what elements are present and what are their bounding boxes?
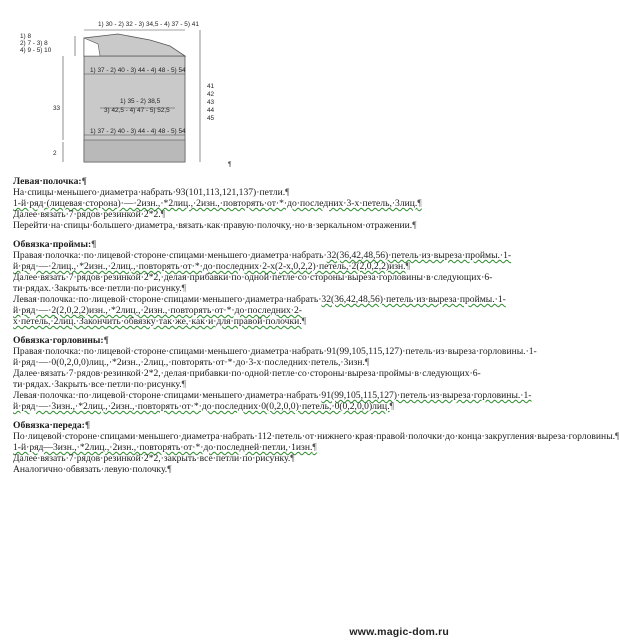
mid-width-label-2: 3) 42,5 - 4) 47 - 5) 52,5 [104, 107, 170, 114]
knitting-schematic [0, 0, 455, 172]
left-front-heading: Левая·полочка: ¶ [13, 176, 443, 187]
rib-band [84, 140, 185, 162]
top-width-label: 1) 30 - 2) 32 - 3) 34,5 - 4) 37 - 5) 41 [98, 21, 199, 28]
upper-width-label: 1) 37 - 2) 40 - 3) 44 - 4) 48 - 5) 54 [90, 67, 186, 74]
front-band-para-1: По·лицевой·стороне·спицами·меньшего·диаметра·набрать·112·петель·от·нижнего·края·правой·полочки·до·конца·закругления·выреза·горловины. ¶ [13, 431, 443, 442]
armhole-para-3: Левая·полочка:·по·лицевой·стороне·спицами·меньшего·диаметра·набрать·32(36,42,48,56)·петель·из·выреза·проймы.·1-й·ряд·—·2(2,0,2,2)изн.,·*2лиц.,·2изн.,·повторять·от·*·до·последних·2-х·петель,·2лиц.·Закончить·обвязку·так·же,·как·и·для·правой·полочки. ¶ [13, 294, 443, 327]
left-size-label-2: 2) 7 - 3) 8 [20, 40, 48, 47]
armhole-heading: Обвязка·проймы: ¶ [13, 239, 443, 250]
right-size-5: 45 [207, 115, 215, 122]
mid-width-label-1: 1) 35 - 2) 38,5 [120, 98, 161, 105]
front-band-heading: Обвязка·переда: ¶ [13, 420, 443, 431]
site-watermark: www.magic-dom.ru [349, 626, 449, 638]
left-front-para-1: На·спицы·меньшего·диаметра·набрать·93(101,113,121,137)·петли. ¶ [13, 187, 443, 198]
neck-heading: Обвязка·горловины: ¶ [13, 335, 443, 346]
armhole-para-1: Правая·полочка:·по·лицевой·стороне·спицами·меньшего·диаметра·набрать·32(36,42,48,56)·петель·из·выреза·проймы.·1-й·ряд·—·2лиц.,·*2изн.,·2лиц.,·повторять·от·*·до·последних·2-х(2-х,0,2,2)·петель,·2(2,0,2,2)изн. ¶ [13, 250, 443, 272]
left-front-para-2: 1-й·ряд·(лицевая·сторона)·—·2изн.,·*2лиц.,·2изн.,·повторять·от·*·до·последних·3-х·петель,·3лиц. ¶ [13, 198, 443, 209]
front-band-para-2: 1-й·ряд—3изн.,·*2лиц.,·2изн.,·повторять·от·*·до·последней·петли,·1изн. ¶ [13, 442, 443, 453]
neck-para-1: Правая·полочка:·по·лицевой·стороне·спицами·меньшего·диаметра·набрать·91(99,105,115,127)·петель·из·выреза·горловины.·1-й·ряд·—·0(0,2,0,0)лиц.,·*2изн.,·2лиц.,·повторять·от·*·до·3-х·последних·петель,·3изн. ¶ [13, 346, 443, 368]
neck-para-2: Далее·вязать·7·рядов·резинкой·2*2,·делая·прибавки·по·одной·петле·со·стороны·выреза·проймы·в·следующих·6-ти·рядах.·Закрыть·все·петли·по·рисунку. ¶ [13, 368, 443, 390]
rib-height-label: 2 [53, 150, 57, 157]
front-band-para-3: Далее·вязать·7·рядов·резинкой·2*2,·закрыть·все·петли·по·рисунку. ¶ [13, 453, 443, 464]
front-band-para-4: Аналогично·обвязать·левую·полочку. ¶ [13, 464, 443, 475]
lower-width-label: 1) 37 - 2) 40 - 3) 44 - 4) 48 - 5) 54 [90, 128, 186, 135]
right-size-2: 42 [207, 91, 215, 98]
right-size-4: 44 [207, 107, 215, 114]
neck-para-3: Левая·полочка:·по·лицевой·стороне·спицами·меньшего·диаметра·набрать·91(99,105,115,127)·петель·из·выреза·горловины.·1-й·ряд·—·3изн.,·*2лиц.,·2изн.,·повторять·от·*·до·последних·0(0,2,0,0)·петель,·0(0,2,0,0)лиц. ¶ [13, 390, 443, 412]
right-size-1: 41 [207, 83, 215, 90]
left-size-label-1: 1) 8 [20, 33, 32, 40]
armhole-para-2: Далее·вязать·7·рядов·резинкой·2*2,·делая·прибавки·по·одной·петле·со·стороны·выреза·горловины·в·следующих·6-ти·рядах.·Закрыть·все·петли·по·рисунку. ¶ [13, 272, 443, 294]
left-front-para-3: Далее·вязать·7·рядов·резинкой·2*2. ¶ [13, 209, 443, 220]
left-size-label-3: 4) 9 - 5) 10 [20, 47, 52, 54]
right-size-3: 43 [207, 99, 215, 106]
body-height-label: 33 [53, 105, 61, 112]
document-body [13, 176, 616, 475]
schematic-pilcrow: ¶ [228, 161, 232, 168]
left-front-para-4: Перейти·на·спицы·большего·диаметра,·вязать·как·правую·полочку,·но·в·зеркальном·отражении. ¶ [13, 220, 443, 231]
